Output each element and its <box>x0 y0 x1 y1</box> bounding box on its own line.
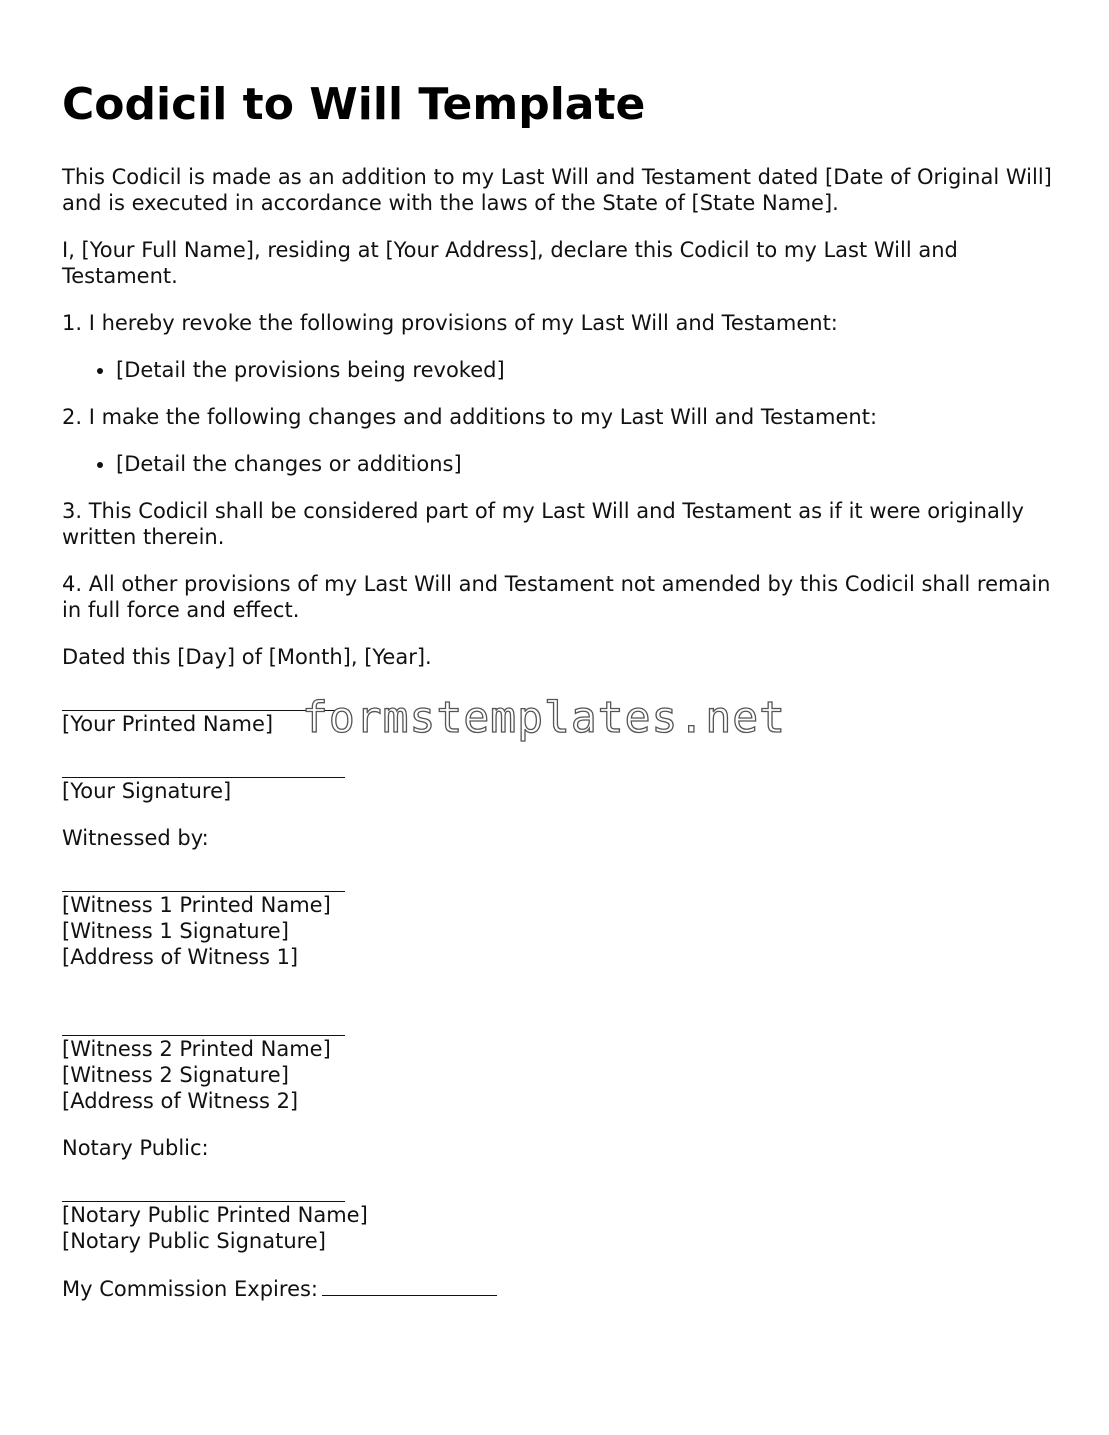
witness2-block <box>62 1016 1062 1114</box>
witnessed-by-label: Witnessed by: <box>62 826 209 850</box>
clause-part-of-will: 3. This Codicil shall be considered part of my Last Will and Testament as if it were originally written therein. <box>62 499 1024 549</box>
intro-paragraph: This Codicil is made as an addition to my Last Will and Testament dated [Date of Original Will] and is executed in accordance with the laws of the State of [State Name]. <box>62 165 1052 215</box>
testator-printed-name-label: [Your Printed Name] <box>62 712 274 736</box>
witness1-signature-label: [Witness 1 Signature] <box>62 919 289 943</box>
changes-bullet: • [Detail the changes or additions] <box>116 451 1062 477</box>
notary-signature-label: [Notary Public Signature] <box>62 1229 326 1253</box>
witness2-printed-name-label: [Witness 2 Printed Name] <box>62 1037 331 1061</box>
dated-line: Dated this [Day] of [Month], [Year]. <box>62 645 432 669</box>
witness2-signature-label: [Witness 2 Signature] <box>62 1063 289 1087</box>
changes-list <box>62 451 1062 477</box>
testator-signature-line[interactable] <box>62 758 345 778</box>
clause-revoke: 1. I hereby revoke the following provisions of my Last Will and Testament: <box>62 311 838 335</box>
witness1-signature-line[interactable] <box>62 872 345 892</box>
testator-name-line[interactable] <box>62 691 345 711</box>
notary-block <box>62 1182 1062 1254</box>
notary-printed-name-label: [Notary Public Printed Name] <box>62 1203 368 1227</box>
commission-expires-blank[interactable] <box>322 1275 497 1296</box>
testator-name-block <box>62 691 1062 737</box>
commission-expires-label: My Commission Expires: <box>62 1277 318 1301</box>
testator-signature-label: [Your Signature] <box>62 779 232 803</box>
page-title: Codicil to Will Template <box>62 79 646 130</box>
revoke-list <box>62 357 1062 383</box>
commission-expires-line <box>62 1275 1062 1302</box>
declaration-paragraph: I, [Your Full Name], residing at [Your Address], declare this Codicil to my Last Will and Testament. <box>62 238 958 288</box>
revoke-bullet: • [Detail the provisions being revoked] <box>116 357 1062 383</box>
notary-signature-line[interactable] <box>62 1182 345 1202</box>
witness1-address-label: [Address of Witness 1] <box>62 945 299 969</box>
watermark: formstemplates.net <box>302 693 786 743</box>
clause-changes: 2. I make the following changes and additions to my Last Will and Testament: <box>62 405 878 429</box>
document-page <box>62 78 1062 1323</box>
testator-signature-block <box>62 758 1062 804</box>
witness1-printed-name-label: [Witness 1 Printed Name] <box>62 893 331 917</box>
witness2-signature-line[interactable] <box>62 1016 345 1036</box>
witness2-address-label: [Address of Witness 2] <box>62 1089 299 1113</box>
notary-label: Notary Public: <box>62 1136 209 1160</box>
witness1-block <box>62 872 1062 970</box>
clause-other-provisions: 4. All other provisions of my Last Will and Testament not amended by this Codicil shall remain in full force and effect. <box>62 572 1051 622</box>
